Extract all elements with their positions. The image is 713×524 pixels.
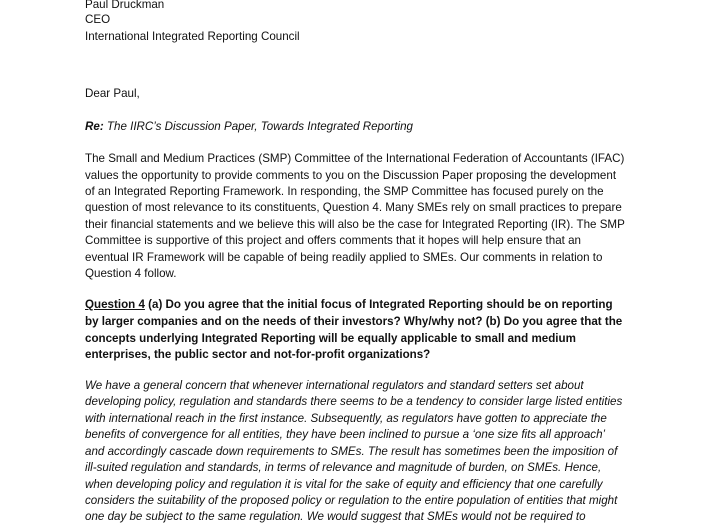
response-line: We have a general concern that whenever international regulators and standard setters set about — [85, 379, 584, 392]
response-line: considers the suitability of the proposed policy or regulation to the entire population of entities that might — [85, 494, 618, 507]
intro-line: their financial statements and we believe this will also be the case for Integrated Reporting (IR). The SMP — [85, 218, 625, 231]
response-line: ill-suited regulation and standards, in terms of relevance and magnitude of burden, on SMEs. Hence, — [85, 461, 602, 474]
intro-line: Committee is supportive of this project and offers comments that it hopes will help ensure that an — [85, 234, 581, 247]
intro-line: question of most relevance to its constituents, Question 4. Many SMEs rely on small practices to prepare — [85, 201, 622, 214]
intro-line: Question 4 follow. — [85, 267, 177, 280]
response-line: and accordingly cascade down requirements to SMEs. The result has sometimes been the imposition of — [85, 445, 618, 458]
question-line: concepts underlying Integrated Reporting will be equally applicable to small and medium — [85, 332, 576, 345]
response-line: benefits of convergence for all entities, they have been inclined to pursue a ‘one size fits all approach’ — [85, 428, 606, 441]
salutation: Dear Paul, — [85, 87, 140, 100]
intro-line: of an Integrated Reporting Framework. In responding, the SMP Committee has focused purely on the — [85, 185, 604, 198]
subject-prefix: Re: — [85, 120, 104, 133]
response-line: developing policy, regulation and standards there seems to be a tendency to consider large listed entities — [85, 395, 623, 408]
response-line: one day be subject to the same regulation. We would suggest that SMEs would not be required to — [85, 510, 586, 523]
question-text: (a) Do you agree that the initial focus of Integrated Reporting should be on reporting — [144, 298, 613, 311]
question-line: by larger companies and on the needs of their investors? Why/why not? (b) Do you agree that the — [85, 315, 623, 328]
subject-line — [85, 120, 413, 134]
question-line — [85, 298, 613, 312]
recipient-organization: International Integrated Reporting Council — [85, 30, 300, 43]
intro-line: The Small and Medium Practices (SMP) Committee of the International Federation of Accountants (IFAC) — [85, 152, 625, 165]
question-label: Question 4 — [85, 298, 145, 311]
response-line: with international reach in the first instance. Subsequently, as regulators have gotten to appreciate the — [85, 412, 607, 425]
subject-text: The IIRC’s Discussion Paper, Towards Integrated Reporting — [103, 120, 414, 133]
intro-line: eventual IR Framework will be capable of being readily applied to SMEs. Our comments in relation to — [85, 251, 603, 264]
recipient-name: Paul Druckman — [85, 0, 165, 11]
question-line: enterprises, the public sector and not-for-profit organizations? — [85, 348, 431, 361]
intro-line: values the opportunity to provide comments to you on the Discussion Paper proposing the development — [85, 169, 617, 182]
response-line: when developing policy and regulation it is vital for the sake of equity and efficiency that one carefully — [85, 478, 603, 491]
recipient-title: CEO — [85, 13, 111, 26]
